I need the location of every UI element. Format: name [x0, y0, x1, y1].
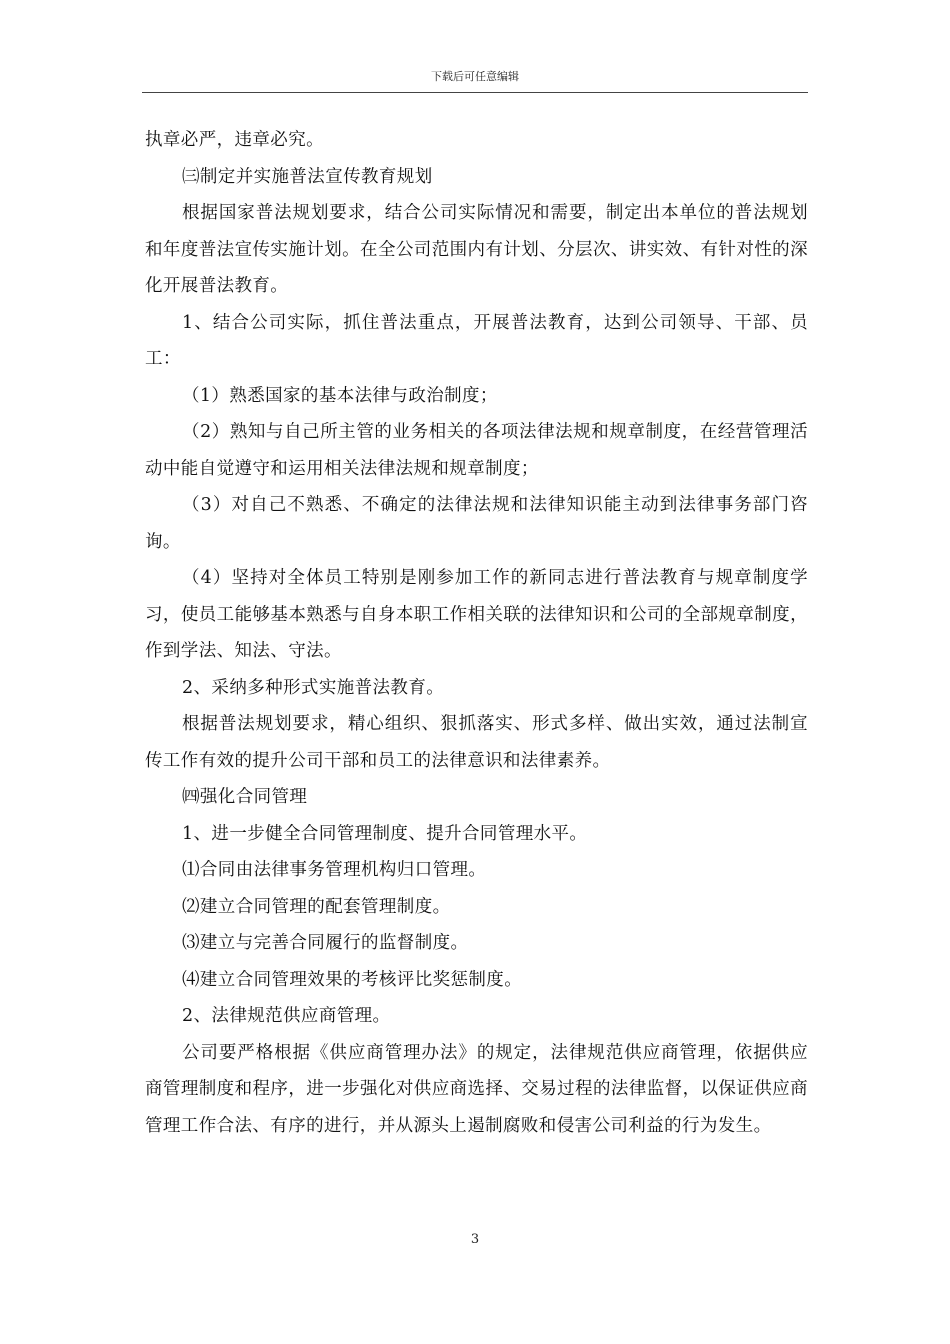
- page-header: 下载后可任意编辑: [431, 70, 519, 83]
- list-item: ⑵建立合同管理的配套管理制度。: [182, 896, 451, 917]
- list-item: ⑴合同由法律事务管理机构归口管理。: [182, 860, 487, 880]
- paragraph: 执章必严，违章必究。: [145, 130, 324, 150]
- header-rule: [142, 92, 808, 93]
- paragraph: 根据国家普法规划要求，结合公司实际情况和需要，制定出本单位的普法规划和年度普法宣传实施计划。在全公司范围内有计划、分层次、讲实效、有针对性的深化开展普法教育。: [145, 203, 808, 296]
- section-heading: ㈢制定并实施普法宣传教育规划: [182, 166, 433, 187]
- list-item: （2）熟知与自己所主管的业务相关的各项法律法规和规章制度，在经营管理活动中能自觉遵守和运用相关法律法规和规章制度；: [145, 422, 808, 479]
- list-item: 2、法律规范供应商管理。: [182, 1006, 391, 1026]
- list-item: ⑷建立合同管理效果的考核评比奖惩制度。: [182, 969, 523, 990]
- paragraph: 公司要严格根据《供应商管理办法》的规定，法律规范供应商管理，依据供应商管理制度和程序，进一步强化对供应商选择、交易过程的法律监督，以保证供应商管理工作合法、有序的进行，并从源头上遏制腐败和侵害公司利益的行为发生。: [145, 1042, 808, 1136]
- paragraph: 根据普法规划要求，精心组织、狠抓落实、形式多样、做出实效，通过法制宣传工作有效的提升公司干部和员工的法律意识和法律素养。: [145, 714, 808, 771]
- page-number: 3: [470, 1232, 480, 1247]
- list-item: 1、进一步健全合同管理制度、提升合同管理水平。: [182, 823, 588, 844]
- document-body: [145, 122, 808, 1144]
- section-heading: ㈣强化合同管理: [182, 787, 308, 807]
- list-item: （4）坚持对全体员工特别是刚参加工作的新同志进行普法教育与规章制度学习，使员工能够基本熟悉与自身本职工作相关联的法律知识和公司的全部规章制度，作到学法、知法、守法。: [145, 568, 808, 661]
- list-item: （3）对自己不熟悉、不确定的法律法规和法律知识能主动到法律事务部门咨询。: [145, 495, 808, 552]
- list-item: 1、结合公司实际，抓住普法重点，开展普法教育，达到公司领导、干部、员工：: [145, 312, 808, 369]
- list-item: ⑶建立与完善合同履行的监督制度。: [182, 933, 469, 953]
- list-item: （1）熟悉国家的基本法律与政治制度；: [182, 385, 498, 406]
- list-item: 2、采纳多种形式实施普法教育。: [182, 677, 445, 698]
